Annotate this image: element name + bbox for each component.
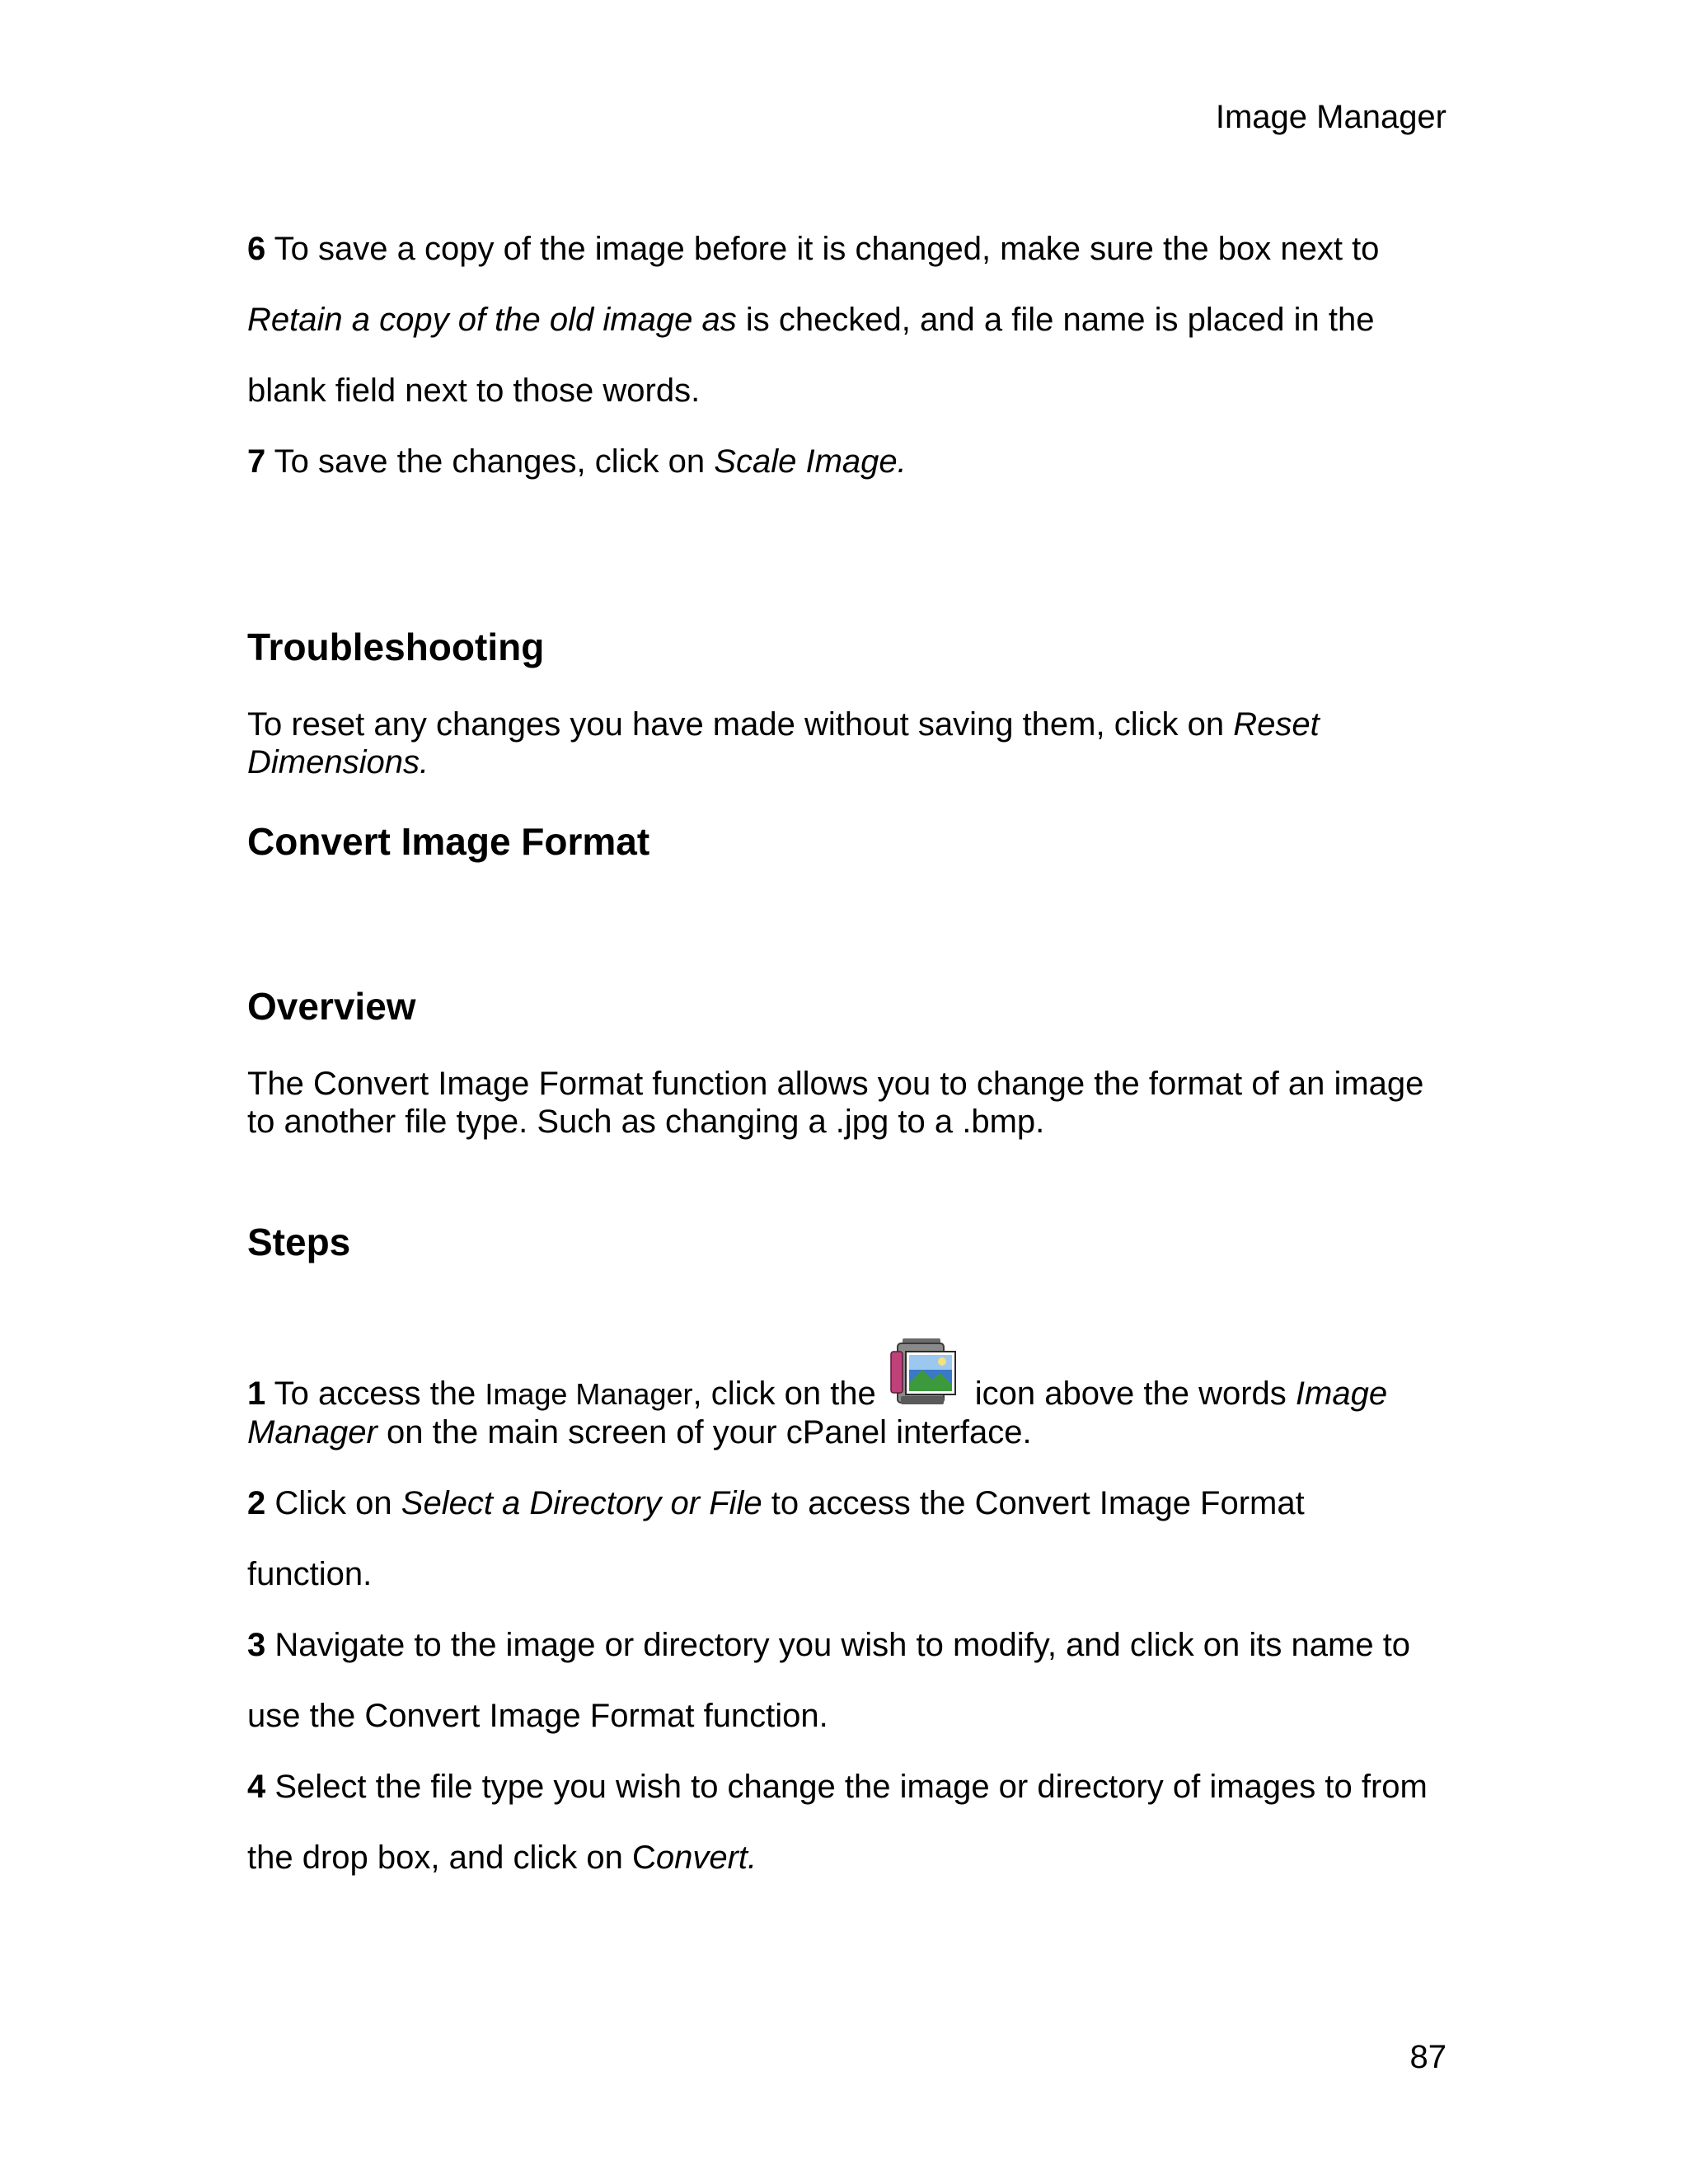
scale-image-label: Scale Image. xyxy=(714,443,907,480)
steps-heading: Steps xyxy=(247,1221,351,1263)
overview-paragraph xyxy=(247,1065,1451,1141)
step-1-text-post: icon above the words xyxy=(974,1376,1296,1412)
retain-copy-option-label: Retain a copy of the old image as xyxy=(247,302,737,338)
image-manager-icon xyxy=(888,1337,959,1411)
step-1-line-2 xyxy=(247,1413,1032,1452)
page-number: 87 xyxy=(1409,2039,1447,2075)
step-6-line-2 xyxy=(247,300,1375,340)
step-6-line-3: blank field next to those words. xyxy=(247,373,701,409)
step-2-line-2: function. xyxy=(247,1556,373,1592)
step-6-text: To save a copy of the image before it is changed, make sure the box next to xyxy=(274,231,1380,267)
step-4-line-2 xyxy=(247,1838,757,1877)
step-6-text-2: is checked, and a file name is placed in the xyxy=(736,302,1375,338)
troubleshooting-heading: Troubleshooting xyxy=(247,626,545,668)
step-3-line-1 xyxy=(247,1625,1410,1665)
convert-label: onvert. xyxy=(655,1840,757,1876)
step-1-italic-image: Image xyxy=(1295,1376,1388,1412)
step-1-italic-manager: Manager xyxy=(247,1414,377,1451)
step-2-line-1 xyxy=(247,1483,1305,1523)
reset-label-2: Dimensions. xyxy=(247,744,429,780)
step-2-text-post: to access the Convert Image Format xyxy=(762,1485,1305,1521)
step-4-line-1 xyxy=(247,1767,1428,1807)
convert-image-format-heading: Convert Image Format xyxy=(247,820,650,863)
step-7-line xyxy=(247,442,907,481)
overview-line-1: The Convert Image Format function allows you to change the format of an image xyxy=(247,1066,1424,1102)
step-3-number: 3 xyxy=(247,1627,266,1663)
step-1-line-2-text: on the main screen of your cPanel interface. xyxy=(377,1414,1032,1451)
step-6-number: 6 xyxy=(247,231,266,267)
step-4-text: Select the file type you wish to change the image or directory of images to from xyxy=(274,1769,1428,1805)
step-3-line-2: use the Convert Image Format function. xyxy=(247,1698,828,1734)
reset-label-1: Reset xyxy=(1233,706,1320,743)
step-2-text-pre: Click on xyxy=(274,1485,401,1521)
step-1-text-pre: To access the xyxy=(274,1376,485,1412)
step-6-line-1 xyxy=(247,229,1379,269)
select-directory-label: Select a Directory or File xyxy=(401,1485,762,1521)
step-2-number: 2 xyxy=(247,1485,266,1521)
step-1-number: 1 xyxy=(247,1376,266,1412)
troubleshooting-paragraph xyxy=(247,705,1451,781)
troubleshooting-text: To reset any changes you have made without saving them, click on xyxy=(247,706,1234,743)
step-1-text-mid: , click on the xyxy=(692,1376,876,1412)
step-4-number: 4 xyxy=(247,1769,266,1805)
step-4-line-2-text: the drop box, and click on C xyxy=(247,1840,656,1876)
overview-heading: Overview xyxy=(247,985,416,1028)
step-7-number: 7 xyxy=(247,443,266,480)
step-3-text: Navigate to the image or directory you wish to modify, and click on its name to xyxy=(274,1627,1411,1663)
step-7-text: To save the changes, click on xyxy=(274,443,715,480)
step-1-line-1 xyxy=(247,1342,1387,1416)
overview-line-2: to another file type. Such as changing a .jpg to a .bmp. xyxy=(247,1104,1045,1140)
running-header: Image Manager xyxy=(1215,99,1447,135)
image-manager-name: Image Manager xyxy=(485,1377,693,1411)
